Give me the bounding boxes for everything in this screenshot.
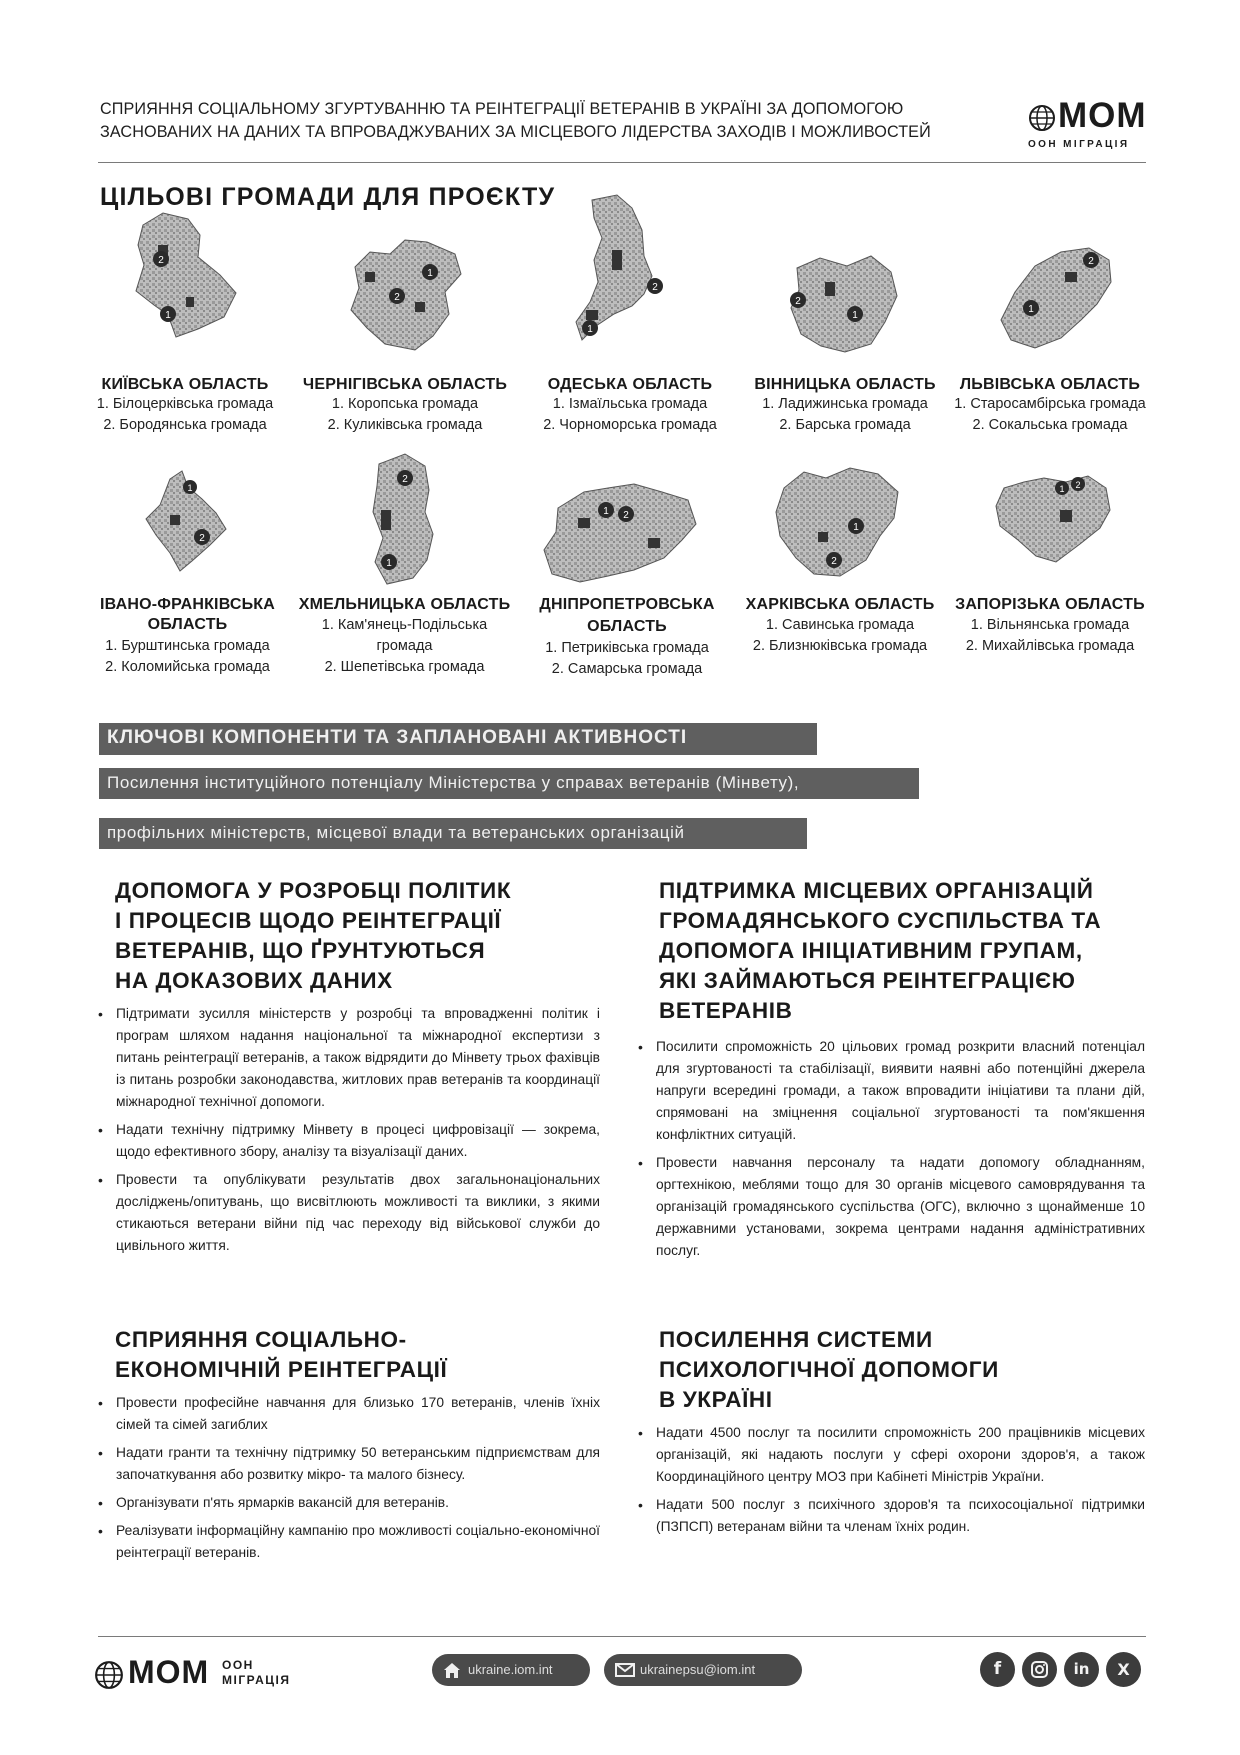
region-community: 2. Коломийська громада: [105, 659, 270, 675]
svg-text:2: 2: [402, 474, 408, 485]
svg-text:2: 2: [1088, 256, 1094, 267]
dnipropetrovsk-oblast-map: [538, 478, 703, 588]
logo-subtitle: ООН МІГРАЦІЯ: [1028, 139, 1130, 150]
svg-text:2: 2: [199, 533, 205, 544]
psych-support-bullet-list: [638, 1422, 1145, 1544]
khmelnytskyi-oblast-map: [365, 450, 445, 590]
policy-title-line: ДОПОМОГА У РОЗРОБЦІ ПОЛІТИК: [115, 878, 512, 903]
region-community: 1. Старосамбірська громада: [954, 396, 1146, 412]
svg-text:1: 1: [853, 522, 859, 533]
footer-logo-sub2: МІГРАЦІЯ: [222, 1673, 291, 1687]
un-globe-icon: [94, 1660, 124, 1690]
svg-text:1: 1: [427, 268, 433, 279]
region-community: 1. Петриківська громада: [545, 640, 709, 656]
policy-section-title: [115, 876, 585, 996]
region-name-kharkiv: ХАРКІВСЬКА ОБЛАСТЬ: [745, 596, 935, 613]
svg-text:2: 2: [831, 556, 837, 567]
logo-word: МОМ: [1058, 96, 1147, 135]
region-community: 2. Куликівська громада: [327, 417, 483, 433]
svg-text:2: 2: [158, 255, 164, 266]
civil-society-section-title: [659, 876, 1159, 1026]
region-name-zaporizhzhia: ЗАПОРІЗЬКА ОБЛАСТЬ: [955, 596, 1145, 613]
policy-title-line: І ПРОЦЕСІВ ЩОДО РЕІНТЕГРАЦІЇ: [115, 908, 502, 933]
header-title-line2: ЗАСНОВАНИХ НА ДАНИХ ТА ВПРОВАДЖУВАНИХ ЗА МІСЦЕВОГО ЛІДЕРСТВА ЗАХОДІВ І МОЖЛИВОСТЕЙ: [100, 123, 931, 141]
policy-title-line: ВЕТЕРАНІВ, ЩО ҐРУНТУЮТЬСЯ: [115, 938, 486, 963]
header-title-line1: СПРИЯННЯ СОЦІАЛЬНОМУ ЗГУРТУВАННЮ ТА РЕІНТЕГРАЦІЇ ВЕТЕРАНІВ В УКРАЇНІ ЗА ДОПОМОГОЮ: [100, 100, 904, 118]
svg-text:1: 1: [165, 310, 171, 321]
list-item: • Надати 500 послуг з психічного здоров'я та психосоціальної підтримки (ПЗПСП) ветеранам війни та членам їхніх родин.: [638, 1494, 1145, 1538]
economic-title-line: ЕКОНОМІЧНІЙ РЕІНТЕГРАЦІЇ: [115, 1357, 448, 1382]
list-item: • Провести та опублікувати результатів двох загальнонаціональних досліджень/опитувань, що висвітлюють можливості та виклики, з якими стикаються ветерани війни під час переходу від військової служби до цивільного життя.: [98, 1169, 600, 1257]
civil-society-bullet-list: [638, 1036, 1145, 1268]
psych-title-line: ПОСИЛЕННЯ СИСТЕМИ: [659, 1327, 933, 1352]
list-item: • Підтримати зусилля міністерств у розробці та впровадженні політик і програм шляхом надання національної та міжнародної експертизи з питань реінтеграції ветеранів, а також відрядити до Мінвету трьох фахівців із питань розробки законодавства, житлових прав ветеранів та координації міжнародної технічної допомоги.: [98, 1003, 600, 1113]
economic-section-title: [115, 1325, 585, 1385]
region-name-lviv: ЛЬВІВСЬКА ОБЛАСТЬ: [959, 376, 1141, 393]
footer-logo-sub1: ООН: [222, 1658, 254, 1672]
key-components-title: КЛЮЧОВІ КОМПОНЕНТИ ТА ЗАПЛАНОВАНІ АКТИВНОСТІ: [99, 723, 817, 755]
instagram-icon[interactable]: [1022, 1652, 1057, 1687]
policy-title-line: НА ДОКАЗОВИХ ДАНИХ: [115, 968, 393, 993]
region-community: 1. Ладижинська громада: [762, 396, 928, 412]
facebook-icon[interactable]: f: [980, 1652, 1015, 1687]
region-name-ivano-frankivsk-2: ОБЛАСТЬ: [147, 616, 228, 633]
svg-text:1: 1: [386, 558, 392, 569]
svg-text:1: 1: [603, 506, 609, 517]
svg-text:2: 2: [1075, 480, 1081, 490]
svg-text:1: 1: [1028, 304, 1034, 315]
list-item: • Надати гранти та технічну підтримку 50 ветеранським підприємствам для започаткування або розвитку мікро- та малого бізнесу.: [98, 1442, 600, 1486]
odesa-oblast-map: [572, 190, 692, 370]
list-item: • Провести професійне навчання для близько 170 ветеранів, членів їхніх сімей та сімей загиблих: [98, 1392, 600, 1436]
civil-title-line: ВЕТЕРАНІВ: [659, 998, 793, 1023]
linkedin-icon[interactable]: in: [1064, 1652, 1099, 1687]
region-community: 1. Білоцерківська громада: [96, 396, 274, 412]
region-name-kyiv: КИЇВСЬКА ОБЛАСТЬ: [101, 376, 269, 393]
region-community: 2. Шепетівська громада: [324, 659, 485, 675]
region-name-dnipropetrovsk: ДНІПРОПЕТРОВСЬКА: [539, 596, 715, 613]
email-text: ukrainepsu@iom.int: [640, 1662, 756, 1677]
region-community: 1. Савинська громада: [765, 617, 915, 633]
email-icon: [614, 1660, 636, 1680]
list-item: • Надати технічну підтримку Мінвету в процесі цифровізації — зокрема, щодо ефективного збору, аналізу та візуалізації даних.: [98, 1119, 600, 1163]
svg-text:2: 2: [394, 292, 400, 303]
psych-support-section-title: [659, 1325, 1139, 1415]
region-name-khmelnytskyi: ХМЕЛЬНИЦЬКА ОБЛАСТЬ: [298, 596, 511, 613]
key-components-line1: Посилення інституційного потенціалу Міністерства у справах ветеранів (Мінвету),: [99, 768, 919, 799]
header-divider: [98, 162, 1146, 163]
website-text: ukraine.iom.int: [468, 1662, 553, 1677]
lviv-oblast-map: [995, 242, 1120, 352]
un-globe-icon: [1028, 104, 1056, 132]
svg-text:1: 1: [1059, 484, 1065, 494]
kharkiv-oblast-map: [770, 462, 905, 582]
svg-text:2: 2: [623, 510, 629, 521]
kyiv-oblast-map: [128, 205, 248, 345]
svg-text:1: 1: [852, 310, 858, 321]
economic-title-line: СПРИЯННЯ СОЦІАЛЬНО-: [115, 1327, 407, 1352]
civil-title-line: ДОПОМОГА ІНІЦІАТИВНИМ ГРУПАМ,: [659, 938, 1083, 963]
region-community: 2. Близнюківська громада: [752, 638, 928, 654]
region-community: 2. Самарська громада: [551, 661, 703, 677]
x-icon[interactable]: X: [1106, 1652, 1141, 1687]
region-name-dnipropetrovsk-2: ОБЛАСТЬ: [587, 618, 667, 635]
svg-text:1: 1: [187, 483, 193, 493]
list-item: • Провести навчання персоналу та надати допомогу обладнанням, оргтехнікою, меблями тощо для 30 органів місцевого самоврядування та організацій громадянського суспільства (ОГС), включно з щонайменше 10 державними установами, зокрема центрами надання адміністративних послуг.: [638, 1152, 1145, 1262]
region-community: 2. Чорноморська громада: [543, 417, 717, 433]
region-community: 1. Коропська громада: [331, 396, 479, 412]
email-link[interactable]: [604, 1654, 802, 1686]
region-community: 1. Ізмаїльська громада: [552, 396, 708, 412]
website-link[interactable]: [432, 1654, 590, 1686]
list-item: • Організувати п'ять ярмарків вакансій для ветеранів.: [98, 1492, 600, 1514]
region-community: 1. Кам'янець-Подільська: [321, 617, 488, 633]
civil-title-line: ГРОМАДЯНСЬКОГО СУСПІЛЬСТВА ТА: [659, 908, 1102, 933]
footer-iom-logo: [94, 1654, 314, 1698]
region-community: громада: [376, 638, 433, 654]
policy-bullet-list: [98, 1003, 600, 1263]
footer-logo-word: МОМ: [128, 1654, 210, 1690]
svg-text:1: 1: [587, 324, 593, 335]
region-name-chernihiv: ЧЕРНІГІВСЬКА ОБЛАСТЬ: [302, 376, 508, 393]
svg-text:2: 2: [652, 282, 658, 293]
region-community: 1. Бурштинська громада: [105, 638, 270, 654]
psych-title-line: ПСИХОЛОГІЧНОЇ ДОПОМОГИ: [659, 1357, 999, 1382]
target-communities-title: ЦІЛЬОВІ ГРОМАДИ ДЛЯ ПРОЄКТУ: [100, 183, 556, 211]
region-community: 2. Сокальська громада: [972, 417, 1128, 433]
region-community: 1. Вільнянська громада: [970, 617, 1130, 633]
iom-logo: [1028, 96, 1158, 154]
home-icon: [442, 1660, 462, 1680]
chernihiv-oblast-map: [345, 232, 470, 352]
ivano-frankivsk-oblast-map: [140, 465, 240, 575]
civil-title-line: ПІДТРИМКА МІСЦЕВИХ ОРГАНІЗАЦІЙ: [659, 878, 1094, 903]
region-community: 2. Барська громада: [779, 417, 911, 433]
region-community: 2. Бородянська громада: [103, 417, 267, 433]
region-name-ivano-frankivsk: ІВАНО-ФРАНКІВСЬКА: [99, 596, 276, 613]
key-components-line2: профільних міністерств, місцевої влади та ветеранських організацій: [99, 818, 807, 849]
economic-bullet-list: [98, 1392, 600, 1570]
document-header-title: [100, 98, 990, 144]
zaporizhzhia-oblast-map: [990, 470, 1120, 570]
region-name-vinnytsia: ВІННИЦЬКА ОБЛАСТЬ: [754, 376, 936, 393]
list-item: • Реалізувати інформаційну кампанію про можливості соціально-економічної реінтеграції ветеранів.: [98, 1520, 600, 1564]
psych-title-line: В УКРАЇНІ: [659, 1387, 773, 1412]
svg-text:2: 2: [795, 296, 801, 307]
region-community: 2. Михайлівська громада: [965, 638, 1135, 654]
region-name-odesa: ОДЕСЬКА ОБЛАСТЬ: [547, 376, 713, 393]
civil-title-line: ЯКІ ЗАЙМАЮТЬСЯ РЕІНТЕГРАЦІЄЮ: [659, 968, 1076, 993]
list-item: • Надати 4500 послуг та посилити спроможність 200 працівників місцевих організацій, які надають послуги у сфері охорони здоров'я, а також Координаційного центру МОЗ при Кабінеті Міністрів України.: [638, 1422, 1145, 1488]
list-item: • Посилити спроможність 20 цільових громад розкрити власний потенціал для згуртованості та стабілізації, виявити наявні або потенційні джерела напруги всередині громади, а також впровадити ініціативи та плани дій, спрямовані на зміцнення соціальної згуртованості та пом'якшення конфліктних ситуацій.: [638, 1036, 1145, 1146]
vinnytsia-oblast-map: [785, 248, 905, 358]
footer-divider: [98, 1636, 1146, 1637]
